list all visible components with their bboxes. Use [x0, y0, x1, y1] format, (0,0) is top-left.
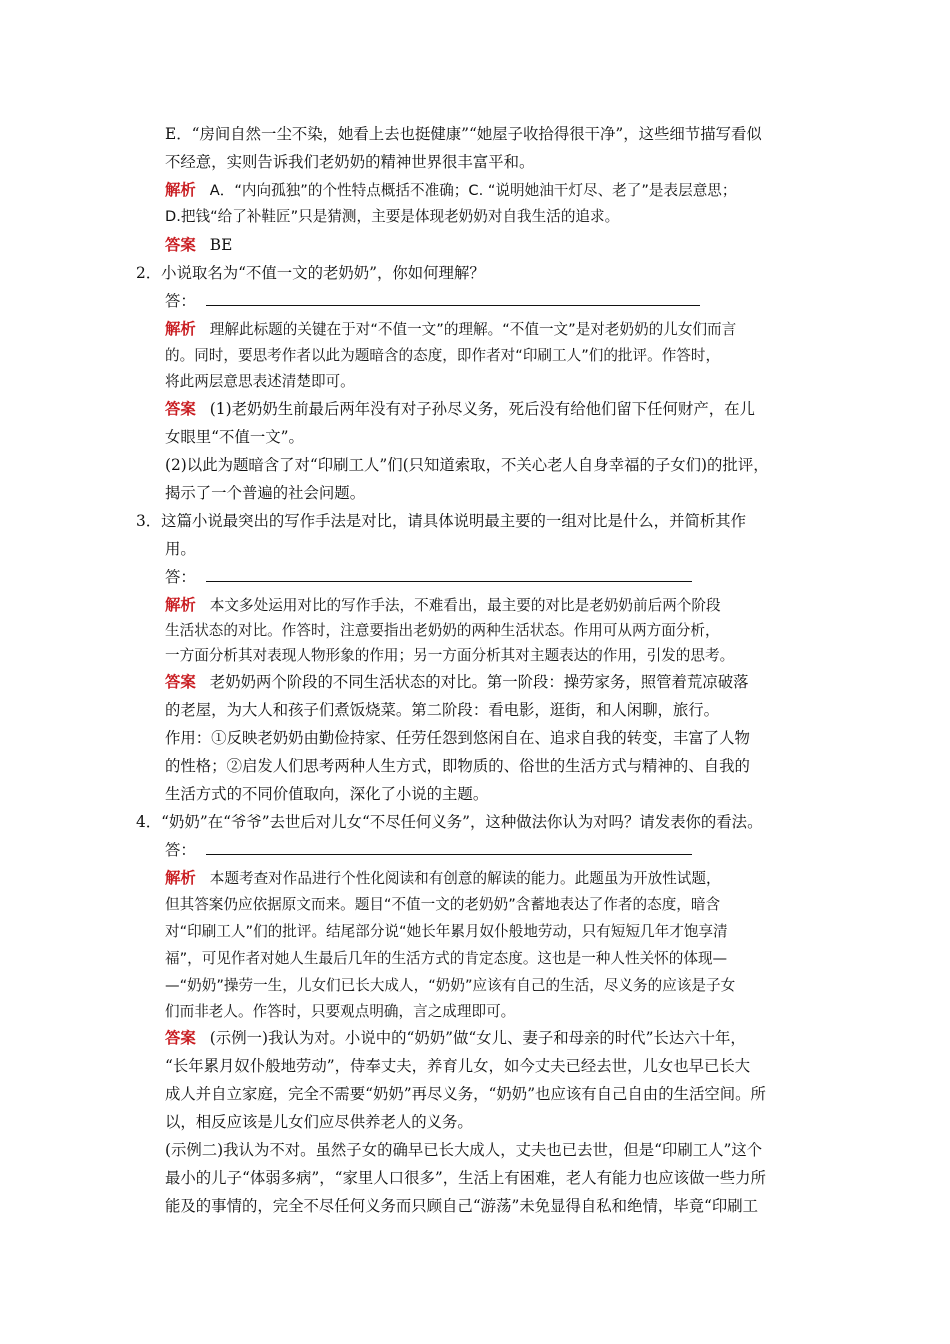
q2-analysis-text: 理解此标题的关键在于对“不值一文”的理解。“不值一文”是对老奶奶的儿女们而言 — [209, 321, 737, 338]
option-e-line-2: 不经意，实则告诉我们老奶奶的精神世界很丰富平和。 — [165, 153, 535, 171]
analysis-label: 解析 — [165, 596, 196, 614]
q2-answer-line-1 — [165, 399, 755, 419]
answer-label: 答案 — [165, 400, 196, 418]
analysis-label: 解析 — [165, 869, 196, 887]
q2-analysis-line-1 — [165, 319, 736, 340]
q2-analysis-line-3: 将此两层意思表述清楚即可。 — [165, 373, 355, 390]
q3-analysis-line-3: 一方面分析其对表现人物形象的作用；另一方面分析其对主题表达的作用，引发的思考。 — [165, 647, 735, 664]
answer-label: 答案 — [165, 1029, 196, 1047]
q4-answer-blank — [165, 840, 692, 860]
answer-label: 答案 — [165, 673, 196, 691]
q4-answer-line-1 — [165, 1028, 746, 1048]
q4-answer-line-6: 最小的儿子“体弱多病”，“家里人口很多”，生活上有困难，老人有能力也应该做一些力所 — [165, 1169, 766, 1187]
q2-question: 2．小说取名为“不值一文的老奶奶”，你如何理解？ — [136, 264, 485, 282]
answer-prefix: 答： — [165, 292, 196, 310]
q4-answer-line-4: 以，相反应该是儿女们应尽供养老人的义务。 — [165, 1113, 473, 1131]
answer-label: 答案 — [165, 236, 196, 254]
q4-analysis-line-1 — [165, 868, 721, 889]
q3-question-line-2: 用。 — [165, 540, 196, 558]
q2-answer-line-3: (2)以此为题暗含了对“印刷工人”们(只知道索取，不关心老人自身幸福的子女们)的批评， — [165, 456, 769, 474]
q4-analysis-line-6: 们而非老人。作答时，只要观点明确，言之成理即可。 — [165, 1003, 516, 1020]
q4-answer-line-2: “长年累月奴仆般地劳动”，侍奉丈夫，养育儿女，如今丈夫已经去世，儿女也早已长大 — [165, 1057, 751, 1075]
q4-answer-line-7: 能及的事情的，完全不尽任何义务而只顾自己“游荡”未免显得自私和绝情，毕竟“印刷工 — [165, 1197, 759, 1215]
analysis-label: 解析 — [165, 320, 196, 338]
q3-question-line-1: 3．这篇小说最突出的写作手法是对比，请具体说明最主要的一组对比是什么，并简析其作 — [136, 512, 747, 530]
q4-question: 4．“奶奶”在“爷爷”去世后对儿女“不尽任何义务”，这种做法你认为对吗？请发表你的看法。 — [136, 813, 763, 831]
q1-answer-line — [165, 235, 232, 255]
q4-answer-line-3: 成人并自立家庭，完全不需要“奶奶”再尽义务，“奶奶”也应该有自己自由的生活空间。所 — [165, 1085, 766, 1103]
q4-analysis-line-5: —“奶奶”操劳一生，儿女们已长大成人，“奶奶”应该有自己的生活，尽义务的应该是子女 — [165, 977, 736, 994]
answer-underline — [206, 291, 700, 306]
q2-answer-text: (1)老奶奶生前最后两年没有对子孙尽义务，死后没有给他们留下任何财产，在儿 — [209, 400, 755, 418]
answer-prefix: 答： — [165, 568, 196, 586]
q4-answer-text: (示例一)我认为对。小说中的“奶奶”做“女儿、妻子和母亲的时代”长达六十年， — [209, 1029, 746, 1047]
q1-analysis-text: A．“内向孤独”的个性特点概括不准确；C. “说明她油干灯尽、老了”是表层意思； — [209, 182, 737, 199]
q3-answer-line-2: 的老屋，为大人和孩子们煮饭烧菜。第二阶段：看电影，逛街，和人闲聊，旅行。 — [165, 701, 720, 719]
answer-underline — [206, 567, 692, 582]
q1-analysis-line-2: D.把钱“给了补鞋匠”只是猜测，主要是体现老奶奶对自我生活的追求。 — [165, 208, 620, 225]
q3-answer-blank — [165, 567, 692, 587]
q3-answer-text: 老奶奶两个阶段的不同生活状态的对比。第一阶段：操劳家务，照管着荒凉破落 — [209, 673, 749, 691]
q3-analysis-line-1 — [165, 595, 721, 616]
q1-analysis-line-1 — [165, 180, 737, 201]
q3-analysis-text: 本文多处运用对比的写作手法，不难看出，最主要的对比是老奶奶前后两个阶段 — [209, 597, 721, 614]
answer-underline — [206, 840, 692, 855]
q3-answer-line-5: 生活方式的不同价值取向，深化了小说的主题。 — [165, 785, 489, 803]
q3-answer-line-4: 的性格；②启发人们思考两种人生方式，即物质的、俗世的生活方式与精神的、自我的 — [165, 757, 750, 775]
analysis-label: 解析 — [165, 181, 196, 199]
q2-answer-line-4: 揭示了一个普遍的社会问题。 — [165, 484, 366, 502]
q2-answer-blank — [165, 291, 700, 311]
answer-prefix: 答： — [165, 841, 196, 859]
q2-answer-line-2: 女眼里“不值一文”。 — [165, 428, 304, 446]
q3-answer-line-3: 作用：①反映老奶奶由勤俭持家、任劳任怨到悠闲自在、追求自我的转变，丰富了人物 — [165, 729, 750, 747]
q2-analysis-line-2: 的。同时，要思考作者以此为题暗含的态度，即作者对“印刷工人”们的批评。作答时， — [165, 347, 721, 364]
q1-answer-text: BE — [209, 236, 233, 254]
q3-answer-line-1 — [165, 672, 748, 692]
q4-analysis-line-3: 对“印刷工人”们的批评。结尾部分说“她长年累月奴仆般地劳动，只有短短几年才饱享清 — [165, 923, 728, 940]
q4-analysis-line-4: 福”，可见作者对她人生最后几年的生活方式的肯定态度。这也是一种人性关怀的体现— — [165, 950, 728, 967]
q4-answer-line-5: (示例二)我认为不对。虽然子女的确早已长大成人，丈夫也已去世，但是“印刷工人”这个 — [165, 1141, 763, 1159]
q4-analysis-line-2: 但其答案仍应依据原文而来。题目“不值一文的老奶奶”含蓄地表达了作者的态度，暗含 — [165, 896, 721, 913]
q3-analysis-line-2: 生活状态的对比。作答时，注意要指出老奶奶的两种生活状态。作用可从两方面分析， — [165, 622, 720, 639]
option-e-line-1: E．“房间自然一尘不染，她看上去也挺健康”“她屋子收拾得很干净”，这些细节描写看似 — [165, 125, 762, 143]
q4-analysis-text: 本题考查对作品进行个性化阅读和有创意的解读的能力。此题虽为开放性试题， — [209, 870, 721, 887]
